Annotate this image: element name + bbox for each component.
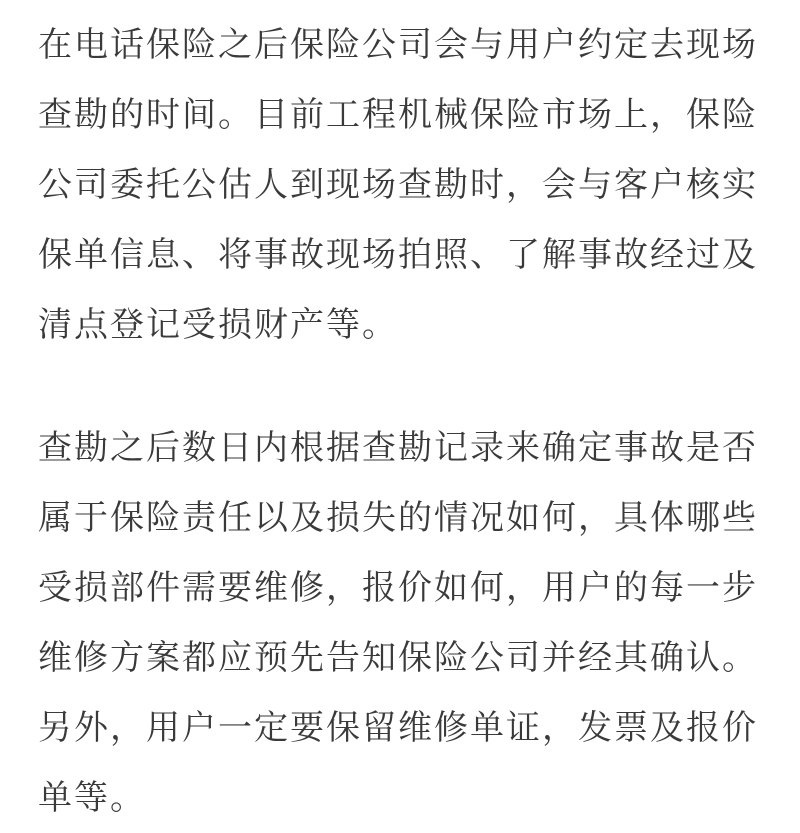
text-line: 保单信息、将事故现场拍照、了解事故经过及 — [38, 235, 758, 275]
text-line: 另外，用户一定要保留维修单证，发票及报价 — [38, 708, 758, 748]
text-line: 单等。 — [38, 778, 146, 818]
text-line: 查勘的时间。目前工程机械保险市场上，保险 — [38, 95, 758, 135]
text-line: 属于保险责任以及损失的情况如何，具体哪些 — [38, 498, 758, 538]
text-line: 受损部件需要维修，报价如何，用户的每一步 — [38, 568, 758, 608]
text-line: 公司委托公估人到现场查勘时，会与客户核实 — [38, 165, 758, 205]
text-line: 查勘之后数日内根据查勘记录来确定事故是否 — [38, 428, 758, 468]
text-line: 在电话保险之后保险公司会与用户约定去现场 — [38, 25, 758, 65]
paragraph-after-survey — [38, 413, 768, 833]
text-line: 维修方案都应预先告知保险公司并经其确认。 — [38, 638, 758, 678]
text-line: 清点登记受损财产等。 — [38, 305, 398, 345]
paragraph-survey-process — [38, 10, 768, 360]
